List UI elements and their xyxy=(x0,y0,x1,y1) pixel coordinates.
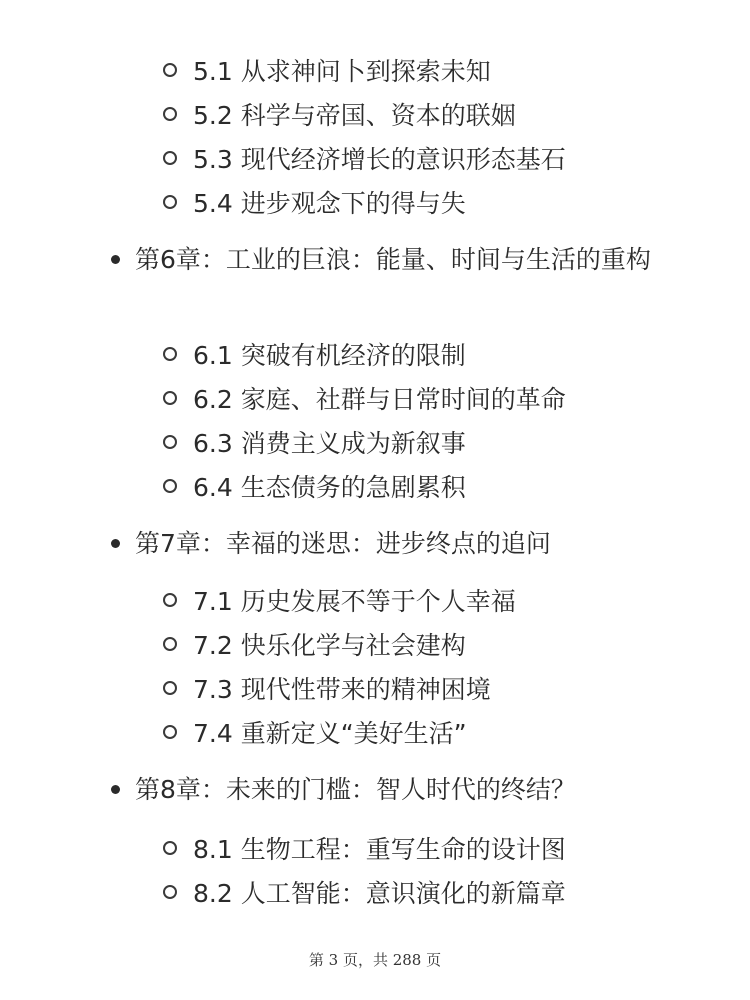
hollow-bullet-icon xyxy=(163,195,177,209)
toc-subitem xyxy=(163,92,516,136)
toc-subitem-label: 7.2 快乐化学与社会建构 xyxy=(193,631,466,660)
page-number-footer: 第 3 页，共 288 页 xyxy=(308,951,442,969)
toc-subitem xyxy=(163,180,466,224)
toc-subitem-label: 5.3 现代经济增长的意识形态基石 xyxy=(193,145,566,174)
toc-subitem xyxy=(163,710,467,754)
toc-chapter xyxy=(111,239,671,280)
filled-bullet-icon xyxy=(111,255,120,264)
toc-subitem xyxy=(163,136,566,180)
hollow-bullet-icon xyxy=(163,151,177,165)
toc-subitem-label: 6.1 突破有机经济的限制 xyxy=(193,341,466,370)
hollow-bullet-icon xyxy=(163,841,177,855)
toc-subitem xyxy=(163,464,466,508)
toc-subitem-label: 7.4 重新定义“美好生活” xyxy=(193,719,467,748)
hollow-bullet-icon xyxy=(163,347,177,361)
toc-subitem-label: 5.4 进步观念下的得与失 xyxy=(193,189,466,218)
toc-chapter xyxy=(111,523,671,564)
hollow-bullet-icon xyxy=(163,681,177,695)
toc-subitem xyxy=(163,420,466,464)
hollow-bullet-icon xyxy=(163,593,177,607)
filled-bullet-icon xyxy=(111,539,120,548)
hollow-bullet-icon xyxy=(163,435,177,449)
toc-subitem xyxy=(163,376,566,420)
toc-subitem xyxy=(163,622,466,666)
filled-bullet-icon xyxy=(111,785,120,794)
hollow-bullet-icon xyxy=(163,637,177,651)
hollow-bullet-icon xyxy=(163,391,177,405)
hollow-bullet-icon xyxy=(163,479,177,493)
toc-subitem xyxy=(163,48,491,92)
hollow-bullet-icon xyxy=(163,885,177,899)
toc-subitem xyxy=(163,578,516,622)
hollow-bullet-icon xyxy=(163,107,177,121)
toc-subitem-label: 6.3 消费主义成为新叙事 xyxy=(193,429,466,458)
toc-chapter xyxy=(111,769,671,810)
toc-subitem-label: 6.2 家庭、社群与日常时间的革命 xyxy=(193,385,566,414)
toc-subitem-label: 8.2 人工智能：意识演化的新篇章 xyxy=(193,879,566,908)
toc-chapter-title: 第6章：工业的巨浪：能量、时间与生活的重构 xyxy=(135,245,651,274)
toc-subitem xyxy=(163,870,566,914)
hollow-bullet-icon xyxy=(163,725,177,739)
toc-subitem xyxy=(163,826,566,870)
toc-subitem-label: 6.4 生态债务的急剧累积 xyxy=(193,473,466,502)
toc-chapter-title: 第8章：未来的门槛：智人时代的终结？ xyxy=(135,775,576,804)
toc-subitem xyxy=(163,666,491,710)
toc-subitem xyxy=(163,332,466,376)
toc-subitem-label: 8.1 生物工程：重写生命的设计图 xyxy=(193,835,566,864)
toc-subitem-label: 5.1 从求神问卜到探索未知 xyxy=(193,57,491,86)
toc-subitem-label: 7.3 现代性带来的精神困境 xyxy=(193,675,491,704)
toc-subitem-label: 7.1 历史发展不等于个人幸福 xyxy=(193,587,516,616)
toc-subitem-label: 5.2 科学与帝国、资本的联姻 xyxy=(193,101,516,130)
hollow-bullet-icon xyxy=(163,63,177,77)
toc-chapter-title: 第7章：幸福的迷思：进步终点的追问 xyxy=(135,529,551,558)
